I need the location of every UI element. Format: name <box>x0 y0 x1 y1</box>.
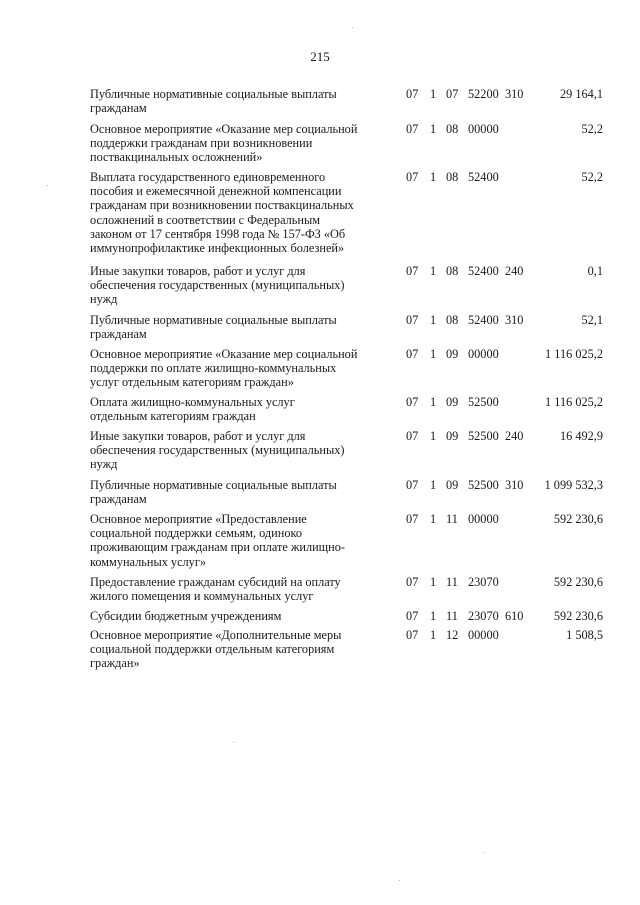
code-direction: 52400 <box>468 313 499 327</box>
row-amount: 1 508,5 <box>566 628 603 642</box>
code-direction: 00000 <box>468 347 499 361</box>
row-amount: 52,2 <box>581 170 603 184</box>
code-program: 1 <box>430 313 437 327</box>
page-number: 215 <box>310 49 330 64</box>
code-program: 1 <box>430 122 437 136</box>
code-section: 07 <box>406 478 419 492</box>
code-program: 1 <box>430 87 437 101</box>
row-name: Выплата государственного единовременного пособия и ежемесячной денежной компенсации гражданам при возникновении поствакцинальных осложнений в соответствии с Федеральным законом от 17 сентября 1998 года № 157-ФЗ «Об иммунопрофилактике инфекционных болезней» <box>90 170 354 256</box>
code-activity: 11 <box>446 609 458 623</box>
code-section: 07 <box>406 609 419 623</box>
code-activity: 07 <box>446 87 459 101</box>
row-amount: 1 099 532,3 <box>544 478 603 492</box>
code-direction: 23070 <box>468 575 499 589</box>
row-amount: 29 164,1 <box>559 87 603 101</box>
scan-speck <box>352 27 353 28</box>
code-direction: 52400 <box>468 170 499 184</box>
code-program: 1 <box>430 264 437 278</box>
code-expense-type: 240 <box>505 429 524 443</box>
row-name: Иные закупки товаров, работ и услуг для обеспечения государственных (муниципальных) нужд <box>90 264 345 307</box>
code-section: 07 <box>406 122 419 136</box>
row-name: Основное мероприятие «Предоставление социальной поддержки семьям, одиноко проживающим гражданам при оплате жилищно- коммунальных услуг» <box>90 512 345 569</box>
code-program: 1 <box>430 347 437 361</box>
row-name: Предоставление гражданам субсидий на оплату жилого помещения и коммунальных услуг <box>90 575 341 604</box>
code-direction: 52500 <box>468 395 499 409</box>
code-section: 07 <box>406 575 419 589</box>
code-section: 07 <box>406 87 419 101</box>
code-direction: 23070 <box>468 609 499 623</box>
row-name: Публичные нормативные социальные выплаты гражданам <box>90 478 337 507</box>
code-program: 1 <box>430 478 437 492</box>
code-section: 07 <box>406 264 419 278</box>
row-name: Основное мероприятие «Оказание мер социальной поддержки по оплате жилищно-коммунальных услуг отдельным категориям граждан» <box>90 347 358 390</box>
row-amount: 16 492,9 <box>559 429 603 443</box>
code-section: 07 <box>406 313 419 327</box>
scan-speck <box>233 742 234 743</box>
code-program: 1 <box>430 395 437 409</box>
code-section: 07 <box>406 429 419 443</box>
row-name: Публичные нормативные социальные выплаты гражданам <box>90 313 337 342</box>
code-expense-type: 610 <box>505 609 524 623</box>
code-section: 07 <box>406 395 419 409</box>
code-expense-type: 310 <box>505 313 524 327</box>
code-activity: 09 <box>446 478 459 492</box>
row-name: Субсидии бюджетным учреждениям <box>90 609 282 623</box>
code-activity: 09 <box>446 395 459 409</box>
row-amount: 1 116 025,2 <box>545 347 603 361</box>
code-program: 1 <box>430 170 437 184</box>
code-program: 1 <box>430 575 437 589</box>
row-name: Иные закупки товаров, работ и услуг для обеспечения государственных (муниципальных) нужд <box>90 429 345 472</box>
scan-speck <box>484 852 485 853</box>
code-direction: 00000 <box>468 512 499 526</box>
code-activity: 08 <box>446 313 459 327</box>
code-section: 07 <box>406 512 419 526</box>
code-program: 1 <box>430 429 437 443</box>
code-section: 07 <box>406 170 419 184</box>
code-section: 07 <box>406 628 419 642</box>
row-amount: 52,1 <box>581 313 603 327</box>
scan-speck <box>399 880 400 881</box>
code-activity: 09 <box>446 347 459 361</box>
code-activity: 11 <box>446 575 458 589</box>
code-activity: 11 <box>446 512 458 526</box>
row-name: Публичные нормативные социальные выплаты гражданам <box>90 87 337 116</box>
code-direction: 52500 <box>468 478 499 492</box>
code-direction: 52200 <box>468 87 499 101</box>
code-activity: 08 <box>446 170 459 184</box>
code-activity: 08 <box>446 264 459 278</box>
code-direction: 52500 <box>468 429 499 443</box>
code-program: 1 <box>430 512 437 526</box>
code-expense-type: 310 <box>505 478 524 492</box>
code-section: 07 <box>406 347 419 361</box>
row-name: Основное мероприятие «Дополнительные меры социальной поддержки отдельным категориям граждан» <box>90 628 342 671</box>
code-expense-type: 310 <box>505 87 524 101</box>
row-amount: 592 230,6 <box>553 512 603 526</box>
row-name: Оплата жилищно-коммунальных услуг отдельным категориям граждан <box>90 395 295 424</box>
code-program: 1 <box>430 628 437 642</box>
row-name: Основное мероприятие «Оказание мер социальной поддержки гражданам при возникновении поствакцинальных осложнений» <box>90 122 358 165</box>
scan-speck <box>47 185 48 186</box>
code-direction: 00000 <box>468 122 499 136</box>
code-activity: 08 <box>446 122 459 136</box>
row-amount: 1 116 025,2 <box>545 395 603 409</box>
code-activity: 12 <box>446 628 459 642</box>
row-amount: 0,1 <box>587 264 603 278</box>
row-amount: 592 230,6 <box>553 575 603 589</box>
code-direction: 52400 <box>468 264 499 278</box>
code-activity: 09 <box>446 429 459 443</box>
code-expense-type: 240 <box>505 264 524 278</box>
row-amount: 52,2 <box>581 122 603 136</box>
code-direction: 00000 <box>468 628 499 642</box>
row-amount: 592 230,6 <box>553 609 603 623</box>
code-program: 1 <box>430 609 437 623</box>
